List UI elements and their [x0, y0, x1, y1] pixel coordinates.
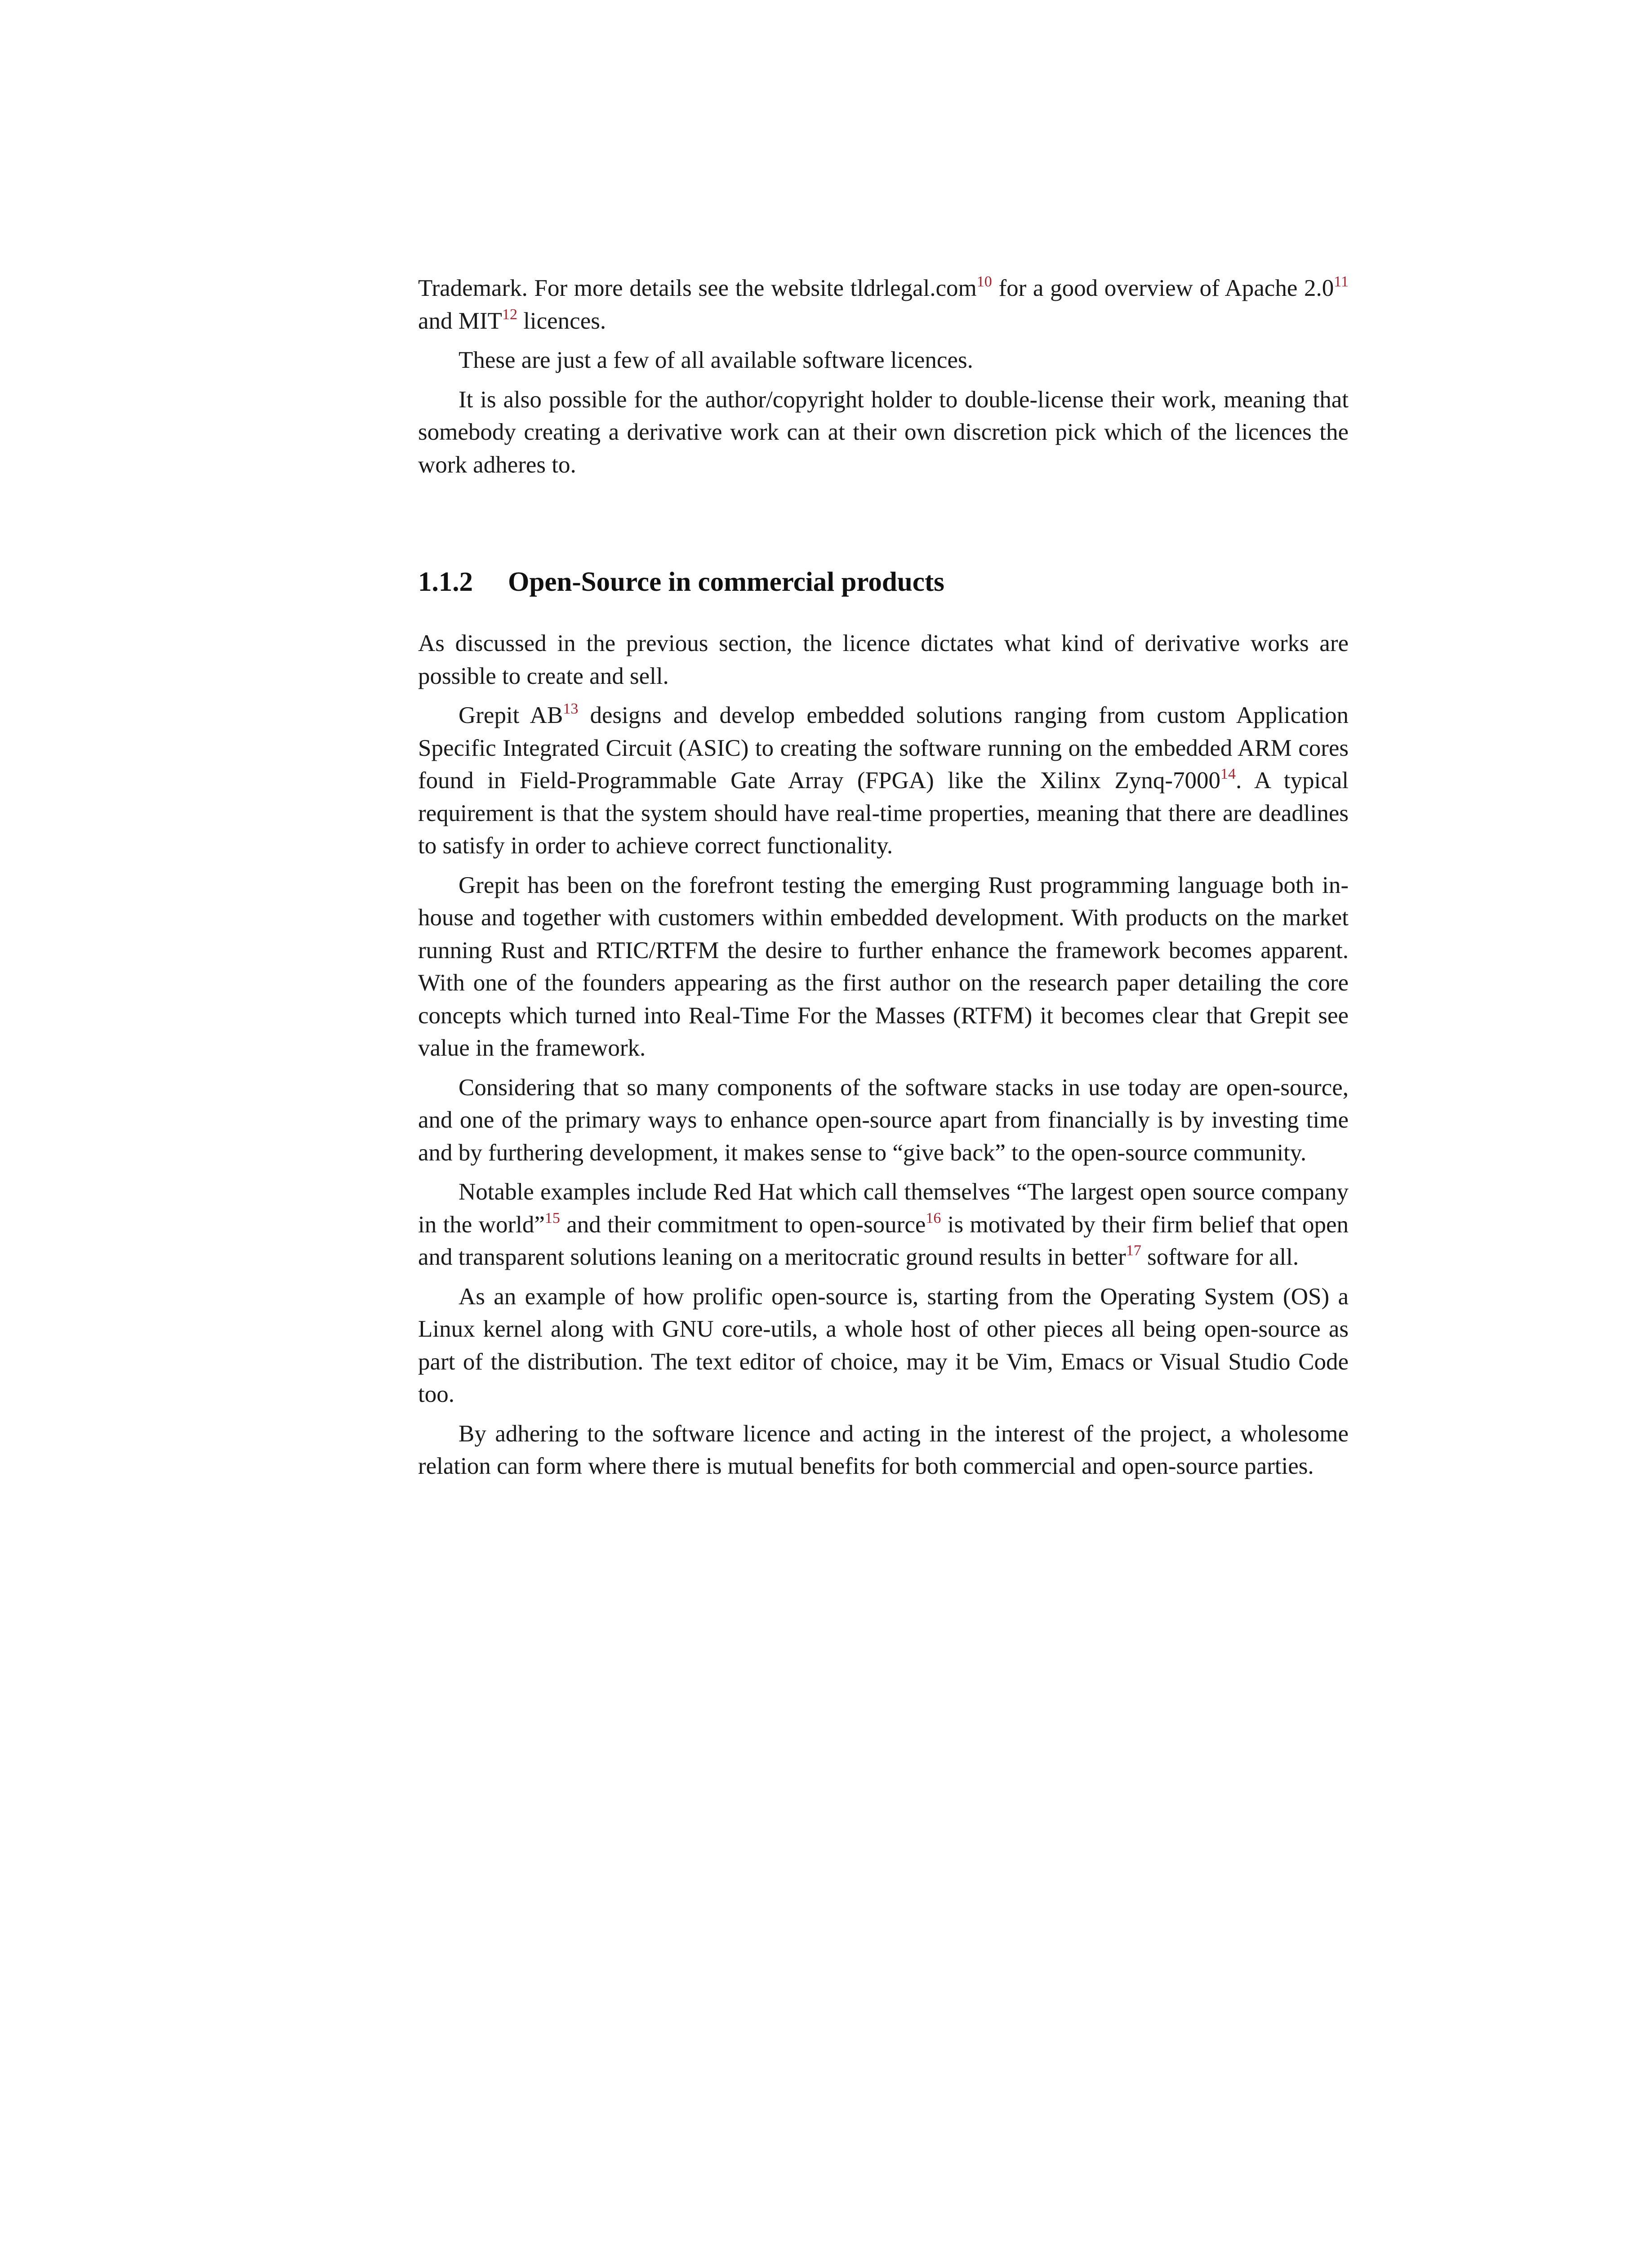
- footnote-marker-11[interactable]: 11: [1334, 273, 1349, 290]
- footnote-marker-17[interactable]: 17: [1126, 1242, 1141, 1259]
- text-run: and MIT: [418, 308, 502, 334]
- text-run: Trademark. For more details see the website tldrlegal.com: [418, 275, 977, 301]
- footnote-marker-16[interactable]: 16: [926, 1209, 941, 1227]
- text-run: software for all.: [1141, 1244, 1299, 1270]
- section-number: 1.1.2: [418, 567, 473, 597]
- paragraph-prolific-open-source: As an example of how prolific open-source is, starting from the Operating System (OS) a Linux kernel along with GNU core-utils, a whole host of other pieces all being open-source as part of the distribution. The text editor of choice, may it be Vim, Emacs or Visual Studio Code too.: [418, 1283, 1349, 1407]
- footnote-marker-10[interactable]: 10: [976, 273, 992, 290]
- footnote-marker-14[interactable]: 14: [1220, 766, 1236, 782]
- footnote-marker-15[interactable]: 15: [544, 1209, 560, 1227]
- section-body: [418, 627, 1349, 1490]
- text-run: is motivated by their firm belief that open and transparent solutions leaning on a meritocratic ground results in better: [418, 1211, 1349, 1270]
- section-heading: [418, 564, 944, 600]
- text-run: and their commitment to open-source: [560, 1211, 926, 1238]
- text-run: licences.: [517, 308, 606, 334]
- text-run: Notable examples include Red Hat which call themselves “The largest open source company in the world”: [418, 1179, 1349, 1238]
- paragraph-few-licences: These are just a few of all available software licences.: [459, 347, 973, 373]
- text-run: . A typical requirement is that the system should have real-time properties, meaning that there are deadlines to satisfy in order to achieve correct functionality.: [418, 767, 1349, 859]
- paragraph-licence-dictates: As discussed in the previous section, the licence dictates what kind of derivative works are possible to create and sell.: [418, 630, 1349, 689]
- text-run: Grepit AB: [459, 702, 563, 728]
- paragraph-licence-overview: [418, 272, 1349, 337]
- paragraph-give-back: Considering that so many components of the software stacks in use today are open-source, and one of the primary ways to enhance open-source apart from financially is by investing time and by furthering development, it makes sense to “give back” to the open-source community.: [418, 1074, 1349, 1166]
- footnote-marker-13[interactable]: 13: [563, 700, 579, 717]
- paragraph-grepit-ab: [418, 699, 1349, 862]
- paragraph-mutual-benefits: By adhering to the software licence and acting in the interest of the project, a wholesome relation can form where there is mutual benefits for both commercial and open-source parties.: [418, 1420, 1349, 1479]
- paragraph-grepit-rust: Grepit has been on the forefront testing the emerging Rust programming language both in-house and together with customers within embedded development. With products on the market running Rust and RTIC/RTFM the desire to further enhance the framework becomes apparent. With one of the founders appearing as the first author on the research paper detailing the core concepts which turned into Real-Time For the Masses (RTFM) it becomes clear that Grepit see value in the framework.: [418, 872, 1349, 1061]
- section-title: Open-Source in commercial products: [508, 567, 944, 597]
- footnote-marker-12[interactable]: 12: [502, 306, 517, 323]
- continuation-text: [418, 272, 1349, 488]
- text-run: for a good overview of Apache 2.0: [992, 275, 1334, 301]
- text-run: designs and develop embedded solutions ranging from custom Application Specific Integrated Circuit (ASIC) to creating the software running on the embedded ARM cores found in Field-Programmable Gate Array (FPGA) like the Xilinx Zynq-7000: [418, 702, 1349, 794]
- paragraph-double-license: It is also possible for the author/copyright holder to double-license their work, meaning that somebody creating a derivative work can at their own discretion pick which of the licences the work adheres to.: [418, 386, 1349, 478]
- paragraph-red-hat: [418, 1176, 1349, 1274]
